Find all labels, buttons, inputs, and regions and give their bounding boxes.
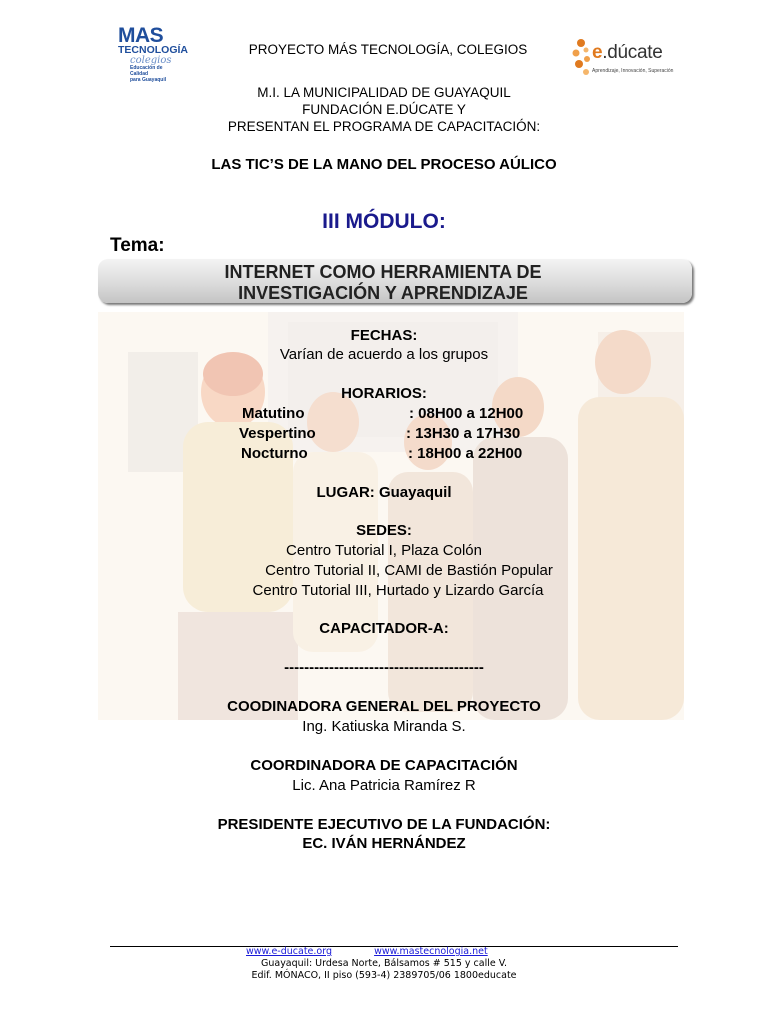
footer-address-2: Edif. MÓNACO, II piso (593-4) 2389705/06 1800educate [251, 970, 517, 981]
tema-label: Tema: [110, 235, 165, 256]
footer-address-1: Guayaquil: Urdesa Norte, Bálsamos # 515 y calle V. [260, 958, 508, 969]
coordinadora-general-name: Ing. Katiuska Miranda S. [302, 718, 466, 735]
project-title: PROYECTO MÁS TECNOLOGÍA, COLEGIOS [248, 42, 528, 57]
educate-logo [572, 36, 674, 84]
horario-name: Vespertino [239, 425, 316, 442]
coordinadora-capacitacion-label: COORDINADORA DE CAPACITACIÓN [250, 757, 518, 774]
sedes-label: SEDES: [356, 522, 412, 539]
header-line-1: M.I. LA MUNICIPALIDAD DE GUAYAQUIL [257, 85, 511, 100]
footer-links [246, 946, 488, 957]
topic-line-1: INTERNET COMO HERRAMIENTA DE [224, 262, 542, 282]
horarios-label: HORARIOS: [341, 385, 427, 402]
horario-time: : 13H30 a 17H30 [406, 425, 521, 442]
coordinadora-capacitacion-name: Lic. Ana Patricia Ramírez R [292, 777, 476, 794]
sede-item: Centro Tutorial I, Plaza Colón [286, 542, 482, 559]
module-title: III MÓDULO: [322, 210, 446, 233]
capacitador-signature-line: ---------------------------------------- [284, 659, 484, 676]
header-line-3: PRESENTAN EL PROGRAMA DE CAPACITACIÓN: [227, 119, 541, 134]
educate-logo-name: e.dúcate [592, 42, 663, 63]
coordinadora-general-label: COODINADORA GENERAL DEL PROYECTO [227, 698, 541, 715]
mas-logo-tagline-2: para Guayaquil [130, 77, 167, 83]
mas-tecnologia-logo [118, 24, 188, 83]
educate-logo-slogan: Aprendizaje, Innovación, Superación [592, 68, 674, 74]
horario-time: : 18H00 a 22H00 [408, 445, 523, 462]
sede-item: Centro Tutorial II, CAMI de Bastión Popular [265, 562, 553, 579]
mas-logo-tecnologia: TECNOLOGÍA [118, 44, 188, 56]
topic-line-2: INVESTIGACIÓN Y APRENDIZAJE [238, 283, 528, 303]
mas-logo-tagline-1: Educación de Calidad [130, 65, 163, 77]
header-line-2: FUNDACIÓN E.DÚCATE Y [302, 102, 466, 117]
mas-logo-colegios: colegios [130, 55, 172, 66]
presidente-label: PRESIDENTE EJECUTIVO DE LA FUNDACIÓN: [217, 816, 551, 833]
horario-name: Matutino [242, 405, 305, 422]
lugar-line: LUGAR: Guayaquil [316, 484, 452, 501]
horario-name: Nocturno [241, 445, 308, 462]
fechas-value: Varían de acuerdo a los grupos [279, 346, 489, 363]
educate-link[interactable]: www.e-ducate.org [246, 946, 332, 957]
fechas-label: FECHAS: [350, 327, 418, 344]
sede-item: Centro Tutorial III, Hurtado y Lizardo García [252, 582, 544, 599]
horario-time: : 08H00 a 12H00 [409, 405, 524, 422]
mastecnologia-link[interactable]: www.mastecnologia.net [374, 946, 488, 957]
presidente-name: EC. IVÁN HERNÁNDEZ [302, 835, 466, 852]
capacitador-label: CAPACITADOR-A: [319, 620, 449, 637]
mas-logo-text: MAS [118, 24, 164, 47]
program-title: LAS TIC’S DE LA MANO DEL PROCESO AÚLICO [211, 156, 557, 173]
